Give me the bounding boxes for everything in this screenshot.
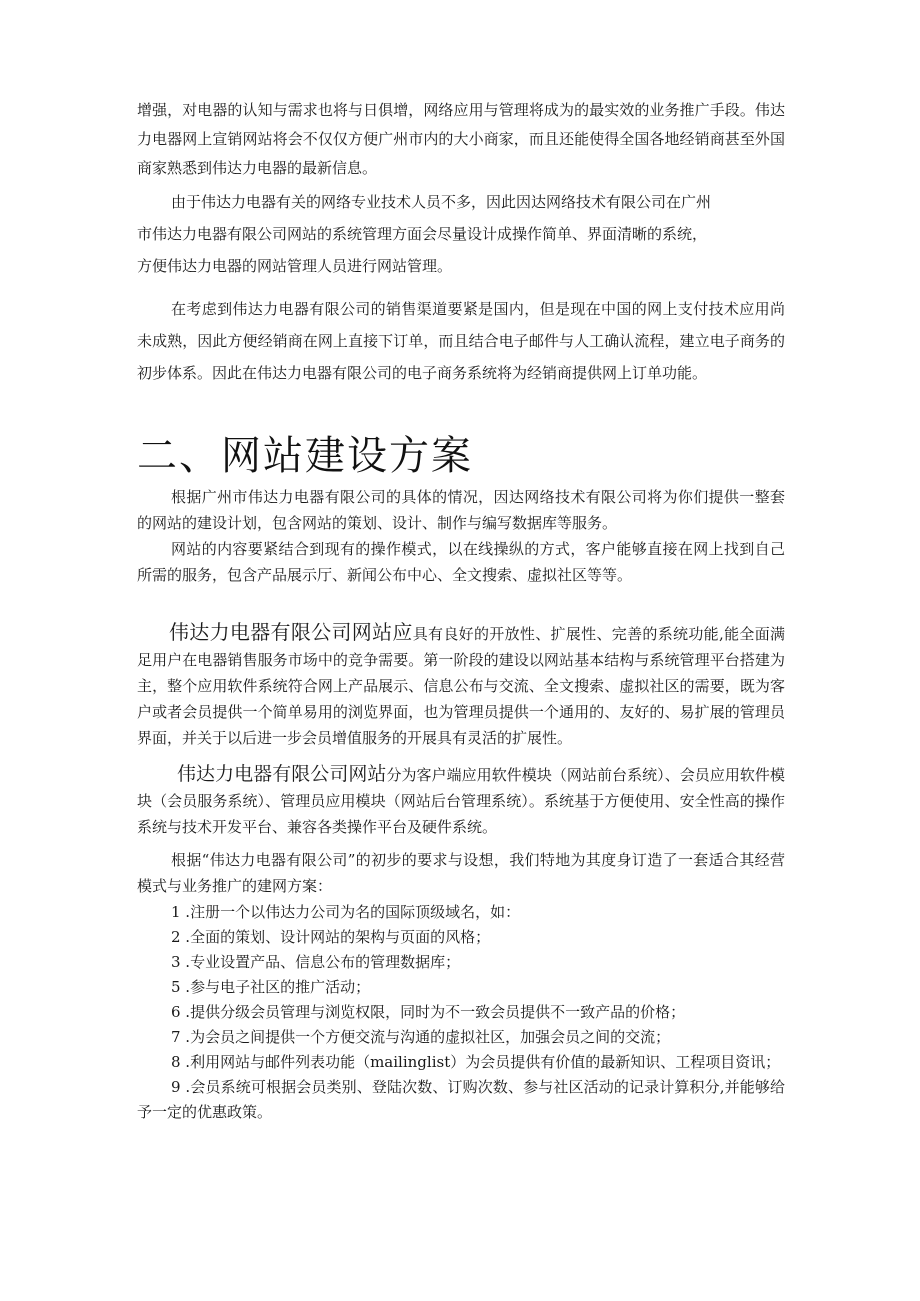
company-name-emphasis: 伟达力电器有限公司网站	[177, 763, 387, 785]
text-line: 由于伟达力电器有关的网络专业技术人员不多，因此因达网络技术有限公司在广州	[171, 193, 712, 211]
list-item: 7 .为会员之间提供一个方便交流与沟通的虚拟社区，加强会员之间的交流；	[171, 1028, 671, 1046]
paragraph-modules	[137, 761, 785, 840]
feature-list	[137, 900, 785, 1125]
company-name-emphasis: 伟达力电器有限公司网站应	[169, 620, 413, 644]
list-item: 6 .提供分级会员管理与浏览权限，同时为不一致会员提供不一致产品的价格；	[171, 1003, 686, 1021]
list-item: 9 .会员系统可根据会员类别、登陆次数、订购次数、参与社区活动的记录计算积分,并能够给予一定的优惠政策。	[137, 1078, 785, 1121]
list-item: 2 .全面的策划、设计网站的架构与页面的风格；	[171, 928, 491, 946]
paragraph-proposal: 根据“伟达力电器有限公司”的初步的要求与设想，我们特地为其度身订造了一套适合其经营模式与业务推广的建网方案：	[137, 851, 785, 895]
text-line: 方便伟达力电器的网站管理人员进行网站管理。	[137, 257, 453, 275]
paragraph-staff	[137, 186, 785, 282]
paragraph-intro-continued: 增强，对电器的认知与需求也将与日俱增，网络应用与管理将成为的最实效的业务推广手段。伟达力电器网上宣销网站将会不仅仅方便广州市内的大小商家，而且还能使得全国各地经销商甚至外国商家熟悉到伟达力电器的最新信息。	[137, 101, 785, 177]
paragraph-text: 具有良好的开放性、扩展性、完善的系统功能,能全面满足用户在电器销售服务市场中的竞争需要。第一阶段的建设以网站基本结构与系统管理平台搭建为主，整个应用软件系统符合网上产品展示、信息公布与交流、全文搜索、虚拟社区的需要，既为客户或者会员提供一个简单易用的浏览界面，也为管理员提供一个通用的、友好的、易扩展的管理员界面，并关于以后进一步会员增值服务的开展具有灵活的扩展性。	[137, 625, 785, 747]
paragraph-text: 分为客户端应用软件模块（网站前台系统）、会员应用软件模块（会员服务系统）、管理员应用模块（网站后台管理系统）。系统基于方便使用、安全性高的操作系统与技术开发平台、兼容各类操作平台及硬件系统。	[137, 766, 785, 836]
list-item: 1 .注册一个以伟达力公司为名的国际顶级域名，如：	[171, 903, 521, 921]
list-item: 3 .专业设置产品、信息公布的管理数据库；	[171, 953, 461, 971]
text-line: 市伟达力电器有限公司网站的系统管理方面会尽量设计成操作简单、界面清晰的系统，	[137, 225, 708, 243]
paragraph-plan: 根据广州市伟达力电器有限公司的具体的情况，因达网络技术有限公司将为你们提供一整套的网站的建设计划，包含网站的策划、设计、制作与编写数据库等服务。	[137, 488, 785, 532]
list-item: 8 .利用网站与邮件列表功能（mailinglist）为会员提供有价值的最新知识、工程项目资讯；	[171, 1053, 781, 1071]
section-heading: 二、网站建设方案	[137, 433, 473, 479]
list-item: 5 .参与电子社区的推广活动；	[171, 978, 371, 996]
paragraph-ecommerce: 在考虑到伟达力电器有限公司的销售渠道要紧是国内，但是现在中国的网上支付技术应用尚未成熟，因此方便经销商在网上直接下订单，而且结合电子邮件与人工确认流程，建立电子商务的初步体系。因此在伟达力电器有限公司的电子商务系统将为经销商提供网上订单功能。	[137, 300, 785, 382]
paragraph-content: 网站的内容要紧结合到现有的操作模式，以在线操纵的方式，客户能够直接在网上找到自己所需的服务，包含产品展示厅、新闻公布中心、全文搜索、虚拟社区等等。	[137, 540, 785, 584]
paragraph-requirements	[137, 619, 785, 751]
